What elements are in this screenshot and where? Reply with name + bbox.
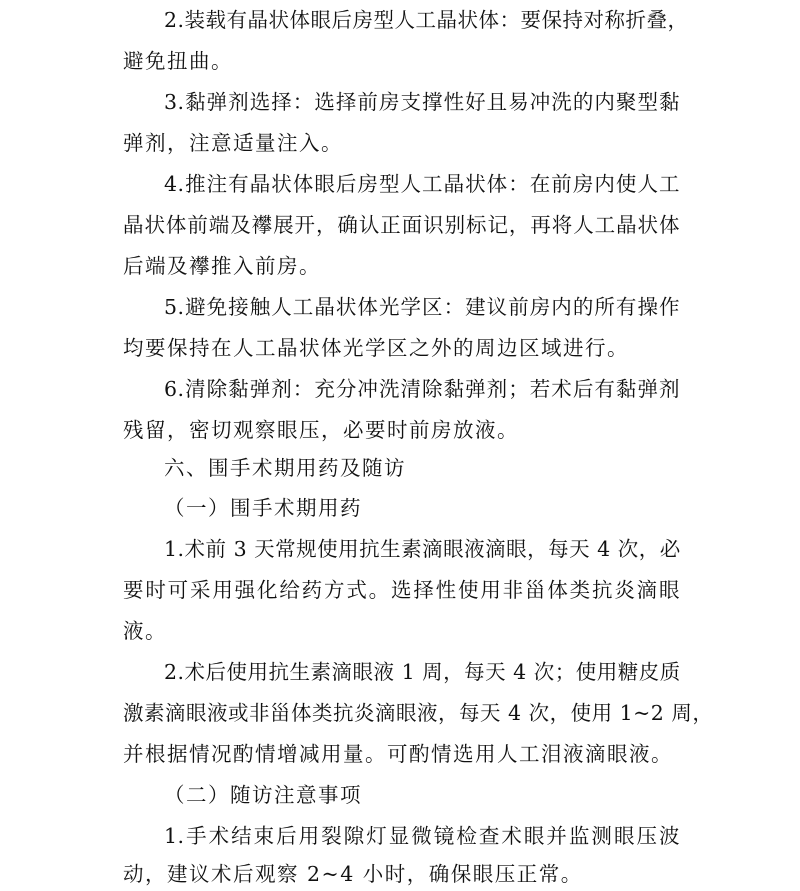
paragraph-q2-line-3: 并根据情况酌情增减用量。可酌情选用人工泪液滴眼液。 [123,742,673,766]
paragraph-r1-line-1: 1.手术结束后用裂隙灯显微镜检查术眼并监测眼压波 [164,824,680,848]
paragraph-4-line-2: 晶状体前端及襻展开，确认正面识别标记，再将人工晶状体 [123,213,680,237]
paragraph-3-line-1: 3.黏弹剂选择：选择前房支撑性好且易冲洗的内聚型黏 [164,90,680,114]
subsection-heading-6-1: （一）围手术期用药 [164,496,362,520]
paragraph-q1-line-1: 1.术前 3 天常规使用抗生素滴眼液滴眼，每天 4 次，必 [164,537,681,561]
paragraph-2-line-1: 2.装载有晶状体眼后房型人工晶状体：要保持对称折叠， [164,8,689,32]
paragraph-4-line-3: 后端及襻推入前房。 [123,254,321,278]
paragraph-q2-line-2: 激素滴眼液或非甾体类抗炎滴眼液，每天 4 次，使用 1~2 周， [123,701,714,725]
paragraph-5-line-2: 均要保持在人工晶状体光学区之外的周边区域进行。 [123,336,629,360]
paragraph-4-line-1: 4.推注有晶状体眼后房型人工晶状体：在前房内使人工 [164,172,680,196]
paragraph-2-line-2: 避免扭曲。 [123,49,233,73]
paragraph-q1-line-2: 要时可采用强化给药方式。选择性使用非甾体类抗炎滴眼 [123,578,680,602]
paragraph-3-line-2: 弹剂，注意适量注入。 [123,131,343,155]
paragraph-5-line-1: 5.避免接触人工晶状体光学区：建议前房内的所有操作 [164,295,680,319]
section-heading-6: 六、围手术期用药及随访 [164,456,406,480]
paragraph-6-line-2: 残留，密切观察眼压，必要时前房放液。 [123,418,519,442]
paragraph-q2-line-1: 2.术后使用抗生素滴眼液 1 周，每天 4 次；使用糖皮质 [164,660,681,684]
paragraph-6-line-1: 6.清除黏弹剂：充分冲洗清除黏弹剂；若术后有黏弹剂 [164,377,680,401]
paragraph-r1-line-2: 动，建议术后观察 2~4 小时，确保眼压正常。 [123,862,583,886]
subsection-heading-6-2: （二）随访注意事项 [164,783,362,807]
paragraph-q1-line-3: 液。 [123,619,167,643]
